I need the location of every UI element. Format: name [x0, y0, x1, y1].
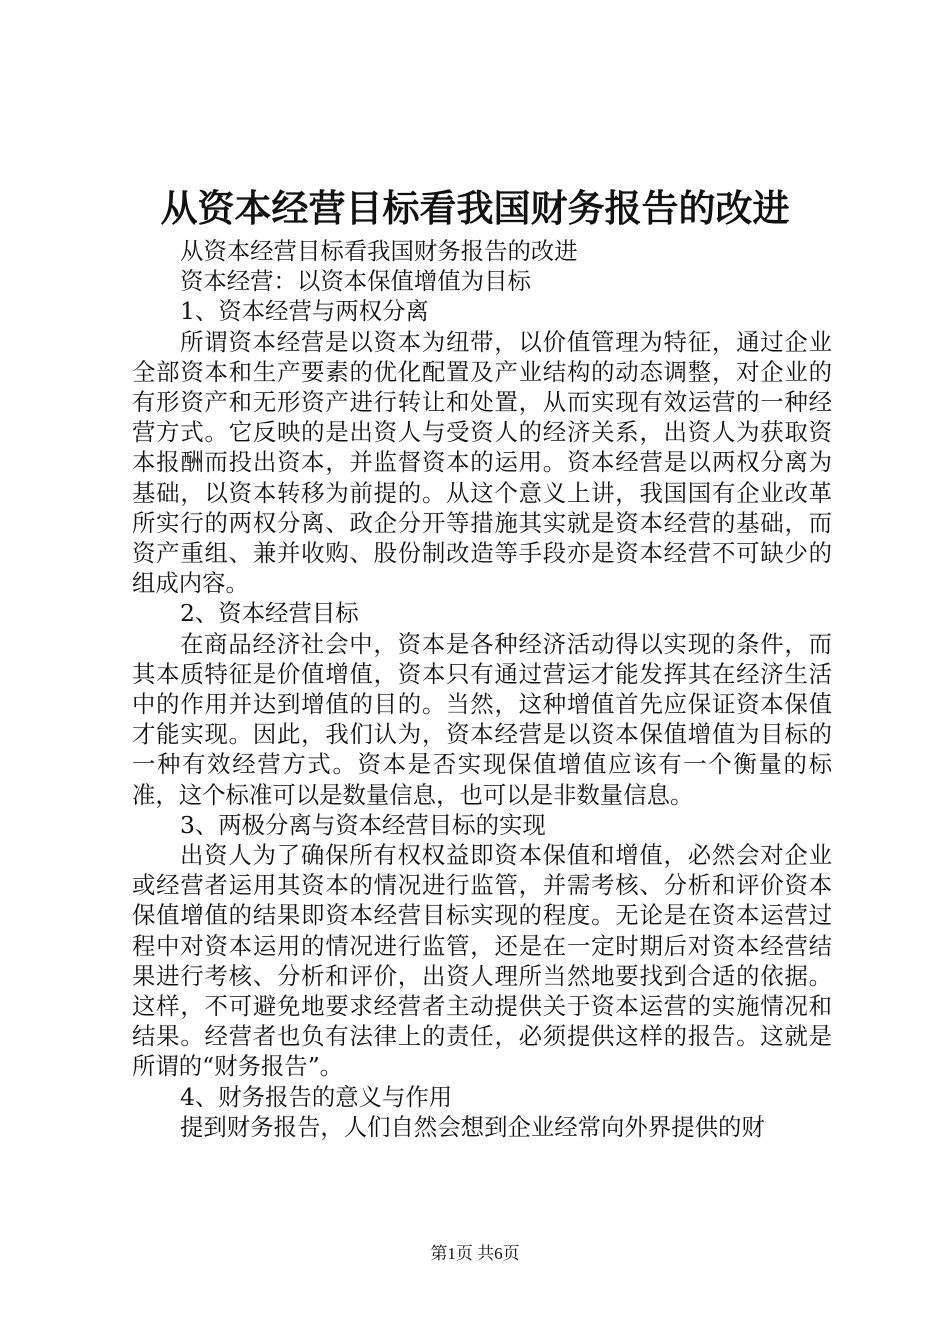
document-body: [132, 236, 832, 1142]
body-paragraph: 在商品经济社会中，资本是各种经济活动得以实现的条件，而其本质特征是价值增值，资本只有通过营运才能发挥其在经济生活中的作用并达到增值的目的。当然，这种增值首先应保证资本保值才能实现。因此，我们认为，资本经营是以资本保值增值为目标的一种有效经营方式。资本是否实现保值增值应该有一个衡量的标准，这个标准可以是数量信息，也可以是非数量信息。: [132, 629, 832, 809]
body-paragraph: 出资人为了确保所有权权益即资本保值和增值，必然会对企业或经营者运用其资本的情况进行监管，并需考核、分析和评价资本保值增值的结果即资本经营目标实现的程度。无论是在资本运营过程中对资本运用的情况进行监管，还是在一定时期后对资本经营结果进行考核、分析和评价，出资人理所当然地要找到合适的依据。这样，不可避免地要求经营者主动提供关于资本运营的实施情况和结果。经营者也负有法律上的责任，必须提供这样的报告。这就是所谓的“财务报告”。: [132, 841, 832, 1081]
section-heading: 3、两极分离与资本经营目标的实现: [180, 810, 546, 839]
section-heading: 4、财务报告的意义与作用: [180, 1082, 453, 1111]
section-heading: 资本经营：以资本保值增值为目标: [180, 267, 531, 296]
page-footer: 第1页 共6页: [430, 1244, 520, 1263]
subtitle-paragraph: 从资本经营目标看我国财务报告的改进: [180, 237, 578, 265]
body-paragraph: 所谓资本经营是以资本为纽带，以价值管理为特征，通过企业全部资本和生产要素的优化配置及产业结构的动态调整，对企业的有形资产和无形资产进行转让和处置，从而实现有效运营的一种经营方式。它反映的是出资人与受资人的经济关系，出资人为获取资本报酬而投出资本，并监督资本的运用。资本经营是以两权分离为基础，以资本转移为前提的。从这个意义上讲，我国国有企业改革所实行的两权分离、政企分开等措施其实就是资本经营的基础，而资产重组、兼并收购、股份制改造等手段亦是资本经营不可缺少的组成内容。: [132, 327, 832, 598]
document-title: 从资本经营目标看我国财务报告的改进: [160, 186, 790, 230]
body-paragraph: 提到财务报告，人们自然会想到企业经常向外界提供的财: [180, 1112, 765, 1141]
section-heading: 1、资本经营与两权分离: [180, 297, 429, 326]
section-heading: 2、资本经营目标: [180, 599, 359, 628]
